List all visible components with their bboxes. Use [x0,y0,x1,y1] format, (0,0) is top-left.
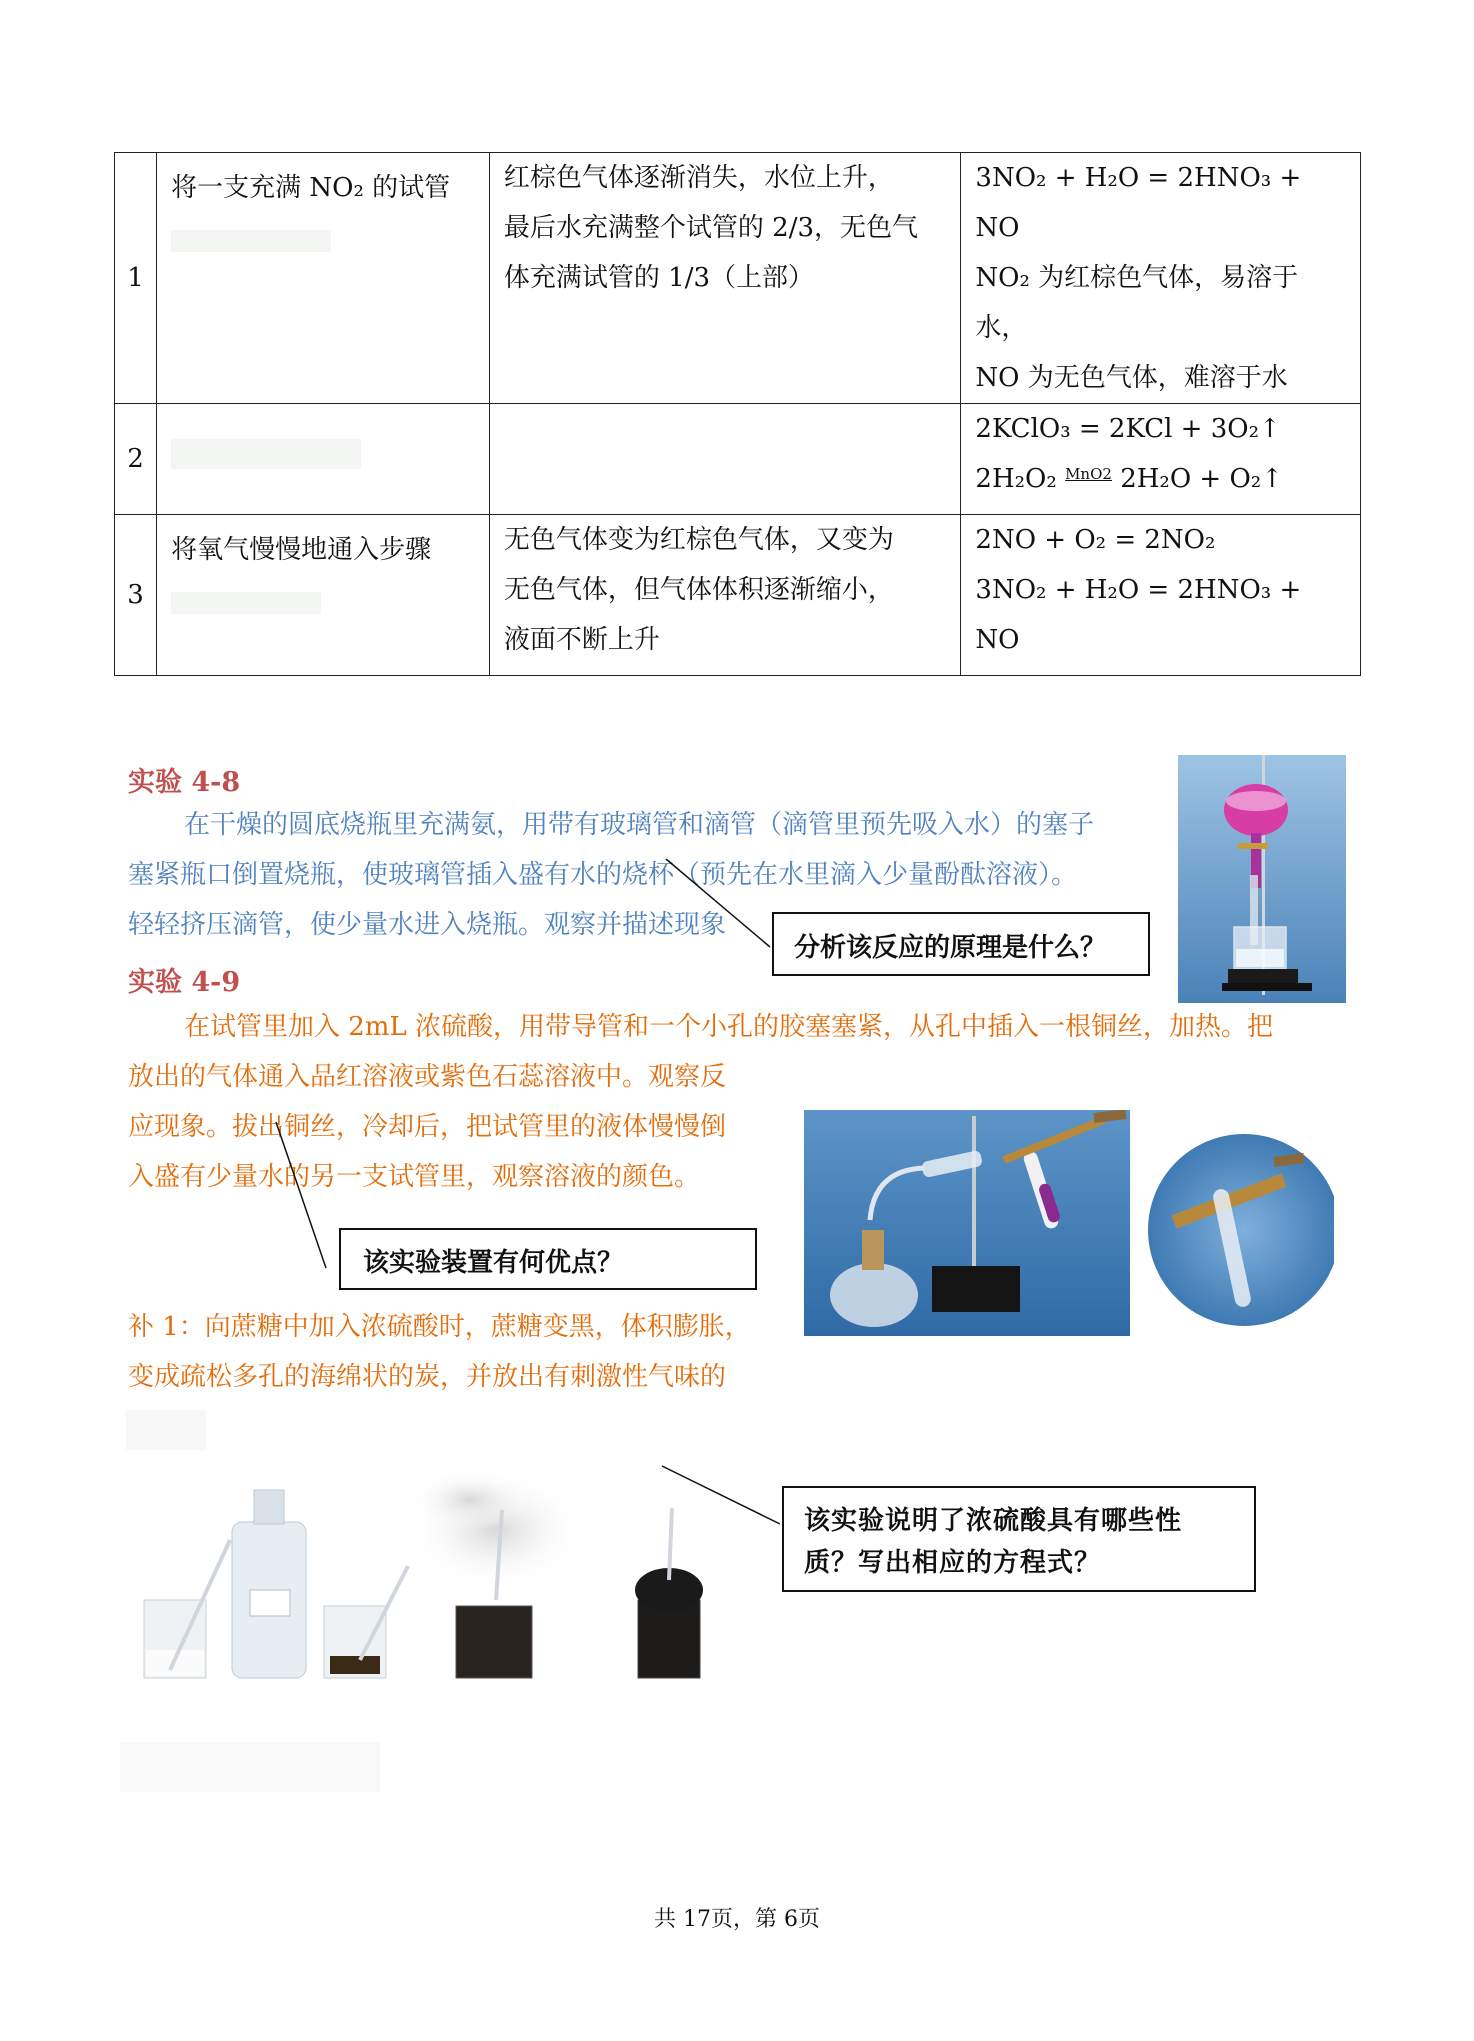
paragraph-line: 应现象。拔出铜丝，冷却后，把试管里的液体慢慢倒 [128,1112,727,1142]
faint-text-placeholder [126,1410,206,1450]
copper-sulfuric-experiment-photo [804,1110,1334,1336]
callout-pointer-line [658,1462,788,1532]
equation-line: 3NO₂ + H₂O = 2HNO₃ + NO [975,163,1302,243]
equation-cell [961,153,1361,404]
paragraph-line: 入盛有少量水的另一支试管里，观察溶液的颜色。 [128,1162,701,1192]
equation-line: 2H₂O₂ $^{MnO2}$ 2H₂O + O₂↑ [975,464,1283,494]
row-number: 3 [115,515,157,676]
row-number: 2 [115,404,157,515]
phenomenon-line: 无色气体，但气体体积逐渐缩小， [503,575,894,605]
equation-cell [961,515,1361,676]
faint-text-placeholder [171,230,331,252]
phenomenon-cell [489,515,960,676]
table-row [115,515,1361,676]
page-footer: 共 17页，第 6页 [654,1907,820,1932]
paragraph-line: 轻轻挤压滴管，使少量水进入烧瓶。观察并描述现象 [128,910,727,940]
faint-text-placeholder [171,592,321,614]
paragraph-line: 放出的气体通入品红溶液或紫色石蕊溶液中。观察反 [128,1062,727,1092]
row-number: 1 [115,153,157,404]
step-text: 将氧气慢慢地通入步骤 [171,535,432,565]
experiment-table [114,152,1361,676]
faint-text-placeholder [120,1742,380,1792]
equation-line: NO 为无色气体，难溶于水 [975,363,1288,393]
paragraph-line: 在干燥的圆底烧瓶里充满氨，用带有玻璃管和滴管（滴管里预先吸入水）的塞子 [184,810,1095,840]
phenomenon-line: 液面不断上升 [503,625,660,655]
phenomenon-line: 最后水充满整个试管的 2/3，无色气 [503,213,919,243]
paragraph-line: 变成疏松多孔的海绵状的炭，并放出有刺激性气味的 [128,1362,727,1392]
exp48-callout: 分析该反应的原理是什么？ [772,912,1150,976]
equation-line: NO₂ 为红棕色气体，易溶于水， [975,263,1299,343]
table-row [115,153,1361,404]
faint-text-placeholder [171,439,361,469]
exp49-title: 实验 4-9 [128,967,241,998]
fountain-experiment-photo [1178,755,1346,1003]
equation-line: 2KClO₃ = 2KCl + 3O₂↑ [975,414,1281,444]
step-cell [157,153,490,404]
supp1-callout [782,1486,1256,1592]
step-cell [157,404,490,515]
table-row [115,404,1361,515]
callout-pointer-line [660,855,780,955]
equation-line: 3NO₂ + H₂O = 2HNO₃ + NO [975,575,1302,655]
step-text: 将一支充满 NO₂ 的试管 [171,173,451,203]
phenomenon-line: 无色气体变为红棕色气体，又变为 [503,525,894,555]
phenomenon-cell [489,404,960,515]
paragraph-line: 在试管里加入 2mL 浓硫酸，用带导管和一个小孔的胶塞塞紧，从孔中插入一根铜丝，加热。把 [184,1012,1273,1042]
callout-line: 质？写出相应的方程式？ [804,1548,1102,1578]
supp1-paragraph [128,1302,808,1402]
exp49-callout: 该实验装置有何优点？ [339,1228,757,1290]
phenomenon-line: 红棕色气体逐渐消失，水位上升， [503,163,894,193]
equation-cell [961,404,1361,515]
exp48-title: 实验 4-8 [128,767,241,798]
callout-pointer-line [270,1118,340,1278]
sugar-dehydration-photo [140,1470,720,1690]
equation-line: 2NO + O₂ = 2NO₂ [975,525,1216,555]
paragraph-line: 塞紧瓶口倒置烧瓶，使玻璃管插入盛有水的烧杯（预先在水里滴入少量酚酞溶液）。 [128,860,1078,890]
phenomenon-line: 体充满试管的 1/3（上部） [503,263,815,293]
phenomenon-cell [489,153,960,404]
callout-line: 该实验说明了浓硫酸具有哪些性 [804,1506,1183,1536]
paragraph-line: 补 1：向蔗糖中加入浓硫酸时，蔗糖变黑，体积膨胀， [128,1312,751,1342]
step-cell [157,515,490,676]
